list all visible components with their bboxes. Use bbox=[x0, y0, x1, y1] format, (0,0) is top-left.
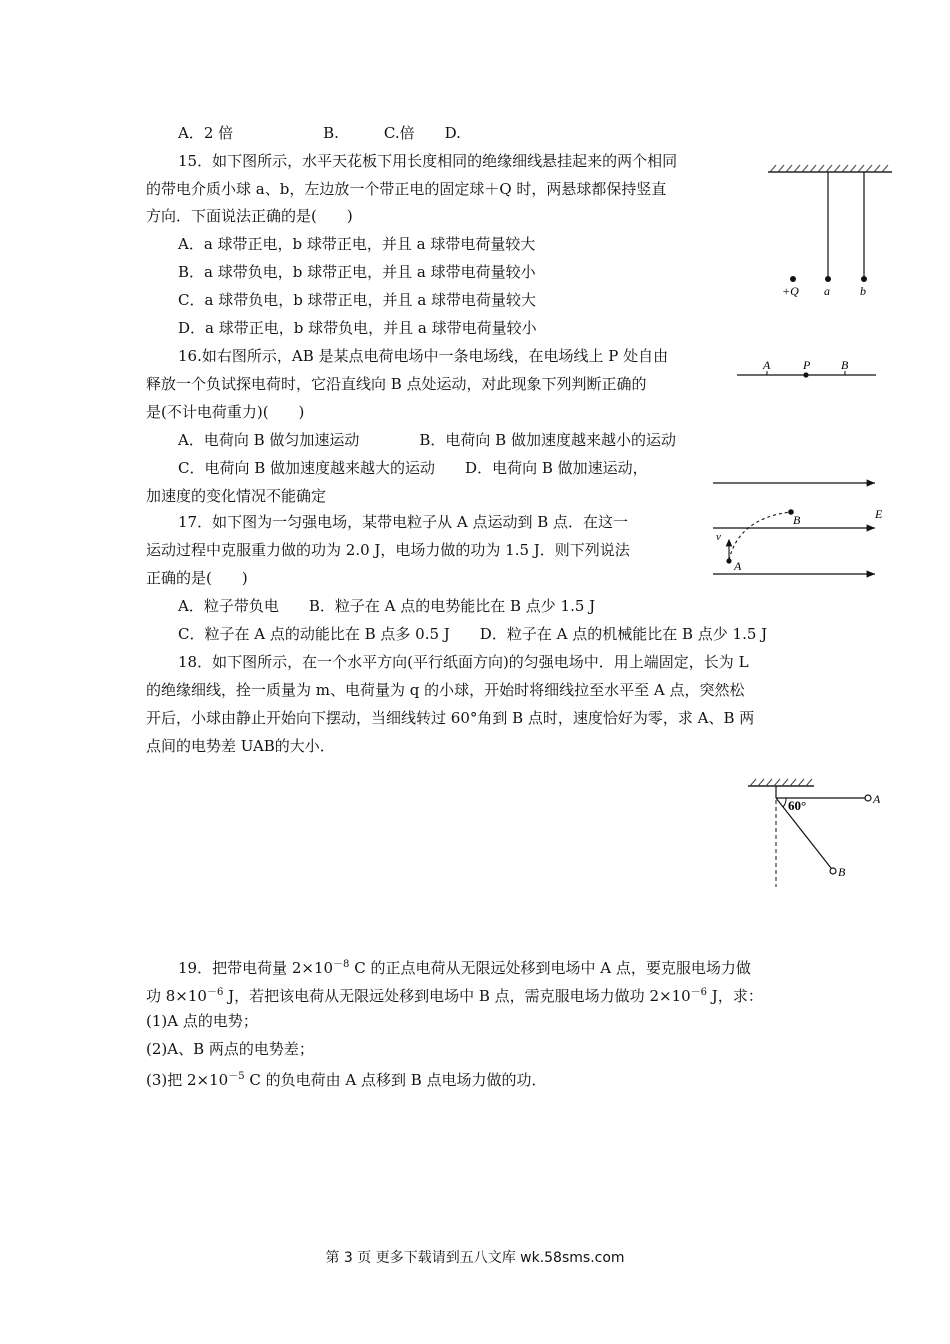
label-a: A bbox=[763, 358, 771, 372]
ball-a bbox=[825, 276, 831, 282]
label-p: P bbox=[803, 358, 811, 372]
q16-option-ab: A．电荷向 B 做匀加速运动 B．电荷向 B 做加速度越来越小的运动 bbox=[178, 431, 676, 449]
q18-line-4: 点间的电势差 UAB的大小． bbox=[146, 737, 335, 755]
q19-sub-2: (2)A、B 两点的电势差； bbox=[146, 1040, 314, 1058]
q16-line-2: 释放一个负试探电荷时，它沿直线向 B 点处运动，对此现象下列判断正确的 bbox=[146, 375, 647, 393]
q19-line-2: 功 $8\times 10^{-6}$ J，若把该电荷从无限远处移到电场中 B 点，需克服电场力做功 $2\times 10^{-6}$ J，求： bbox=[146, 987, 763, 1005]
q17-line-2: 运动过程中克服重力做的功为 2.0 J，电场力做的功为 1.5 J．则下列说法 bbox=[146, 541, 630, 559]
q15-option-c: C．a 球带负电，b 球带正电，并且 a 球带电荷量较大 bbox=[178, 291, 537, 309]
q16-option-cd: C．电荷向 B 做加速度越来越大的运动 D．电荷向 B 做加速运动， bbox=[178, 459, 648, 477]
q14-options: A．2 倍 B. C.倍 D. bbox=[178, 124, 461, 142]
q15-line-1: 15．如下图所示，水平天花板下用长度相同的绝缘细线悬挂起来的两个相同 bbox=[178, 152, 678, 170]
label-b: B bbox=[841, 358, 849, 372]
q18-line-3: 开后，小球由静止开始向下摆动，当细线转过 60°角到 B 点时，速度恰好为零，求 A、B 两 bbox=[146, 709, 755, 727]
label-b: B bbox=[838, 865, 846, 879]
label-a: A bbox=[873, 792, 881, 806]
q17-figure bbox=[705, 470, 900, 585]
trajectory bbox=[729, 512, 791, 560]
q19-line-1: 19．把带电荷量 $2\times 10^{-8}$ C 的正点电荷从无限远处移到电场中 A 点，要克服电场力做 bbox=[178, 959, 751, 977]
ball-b bbox=[830, 868, 836, 874]
point-p bbox=[803, 372, 808, 377]
q15-line-3: 方向．下面说法正确的是( ) bbox=[146, 207, 353, 225]
label-q: +Q bbox=[782, 284, 799, 298]
charge-q bbox=[790, 276, 796, 282]
q16-option-d-cont: 加速度的变化情况不能确定 bbox=[146, 487, 327, 505]
label-a: a bbox=[824, 284, 830, 298]
q19-sub-1: (1)A 点的电势； bbox=[146, 1012, 258, 1030]
label-a: A bbox=[734, 559, 742, 573]
label-e: E bbox=[875, 507, 883, 521]
q17-line-1: 17．如下图为一匀强电场，某带电粒子从 A 点运动到 B 点．在这一 bbox=[178, 513, 629, 531]
q15-option-a: A．a 球带正电，b 球带正电，并且 a 球带电荷量较大 bbox=[178, 235, 536, 253]
q16-line-3: 是(不计电荷重力)( ) bbox=[146, 403, 305, 421]
q15-option-d: D．a 球带正电，b 球带负电，并且 a 球带电荷量较小 bbox=[178, 319, 537, 337]
q15-option-b: B．a 球带负电，b 球带正电，并且 a 球带电荷量较小 bbox=[178, 263, 536, 281]
q15-line-2: 的带电介质小球 a、b，左边放一个带正电的固定球＋Q 时，两悬球都保持竖直 bbox=[146, 180, 667, 198]
ball-a bbox=[865, 795, 871, 801]
q15-figure bbox=[760, 160, 900, 300]
q17-line-3: 正确的是( ) bbox=[146, 569, 248, 587]
q17-option-ab: A．粒子带负电 B．粒子在 A 点的电势能比在 B 点少 1.5 J bbox=[178, 597, 596, 615]
label-b: b bbox=[860, 284, 866, 298]
q19-sub-3: (3)把 $2\times 10^{-5}$ C 的负电荷由 A 点移到 B 点电场力做的功． bbox=[146, 1071, 547, 1089]
label-b: B bbox=[793, 513, 801, 527]
q18-figure bbox=[740, 772, 890, 892]
label-v: v bbox=[716, 531, 721, 543]
point-a bbox=[726, 558, 731, 563]
q16-figure bbox=[735, 355, 880, 385]
ball-b bbox=[861, 276, 867, 282]
q18-line-2: 的绝缘细线，拴一质量为 m、电荷量为 q 的小球，开始时将细线拉至水平至 A 点，突然松 bbox=[146, 681, 745, 699]
q18-line-1: 18．如下图所示，在一个水平方向(平行纸面方向)的匀强电场中．用上端固定，长为 L bbox=[178, 653, 749, 671]
label-angle: 60° bbox=[788, 798, 807, 813]
page-footer: 第 3 页 更多下载请到五八文库 wk.58sms.com bbox=[325, 1250, 625, 1266]
q17-option-cd: C．粒子在 A 点的动能比在 B 点多 0.5 J D．粒子在 A 点的机械能比在 B 点少 1.5 J bbox=[178, 625, 768, 643]
q16-line-1: 16.如右图所示，AB 是某点电荷电场中一条电场线，在电场线上 P 处自由 bbox=[178, 347, 669, 365]
